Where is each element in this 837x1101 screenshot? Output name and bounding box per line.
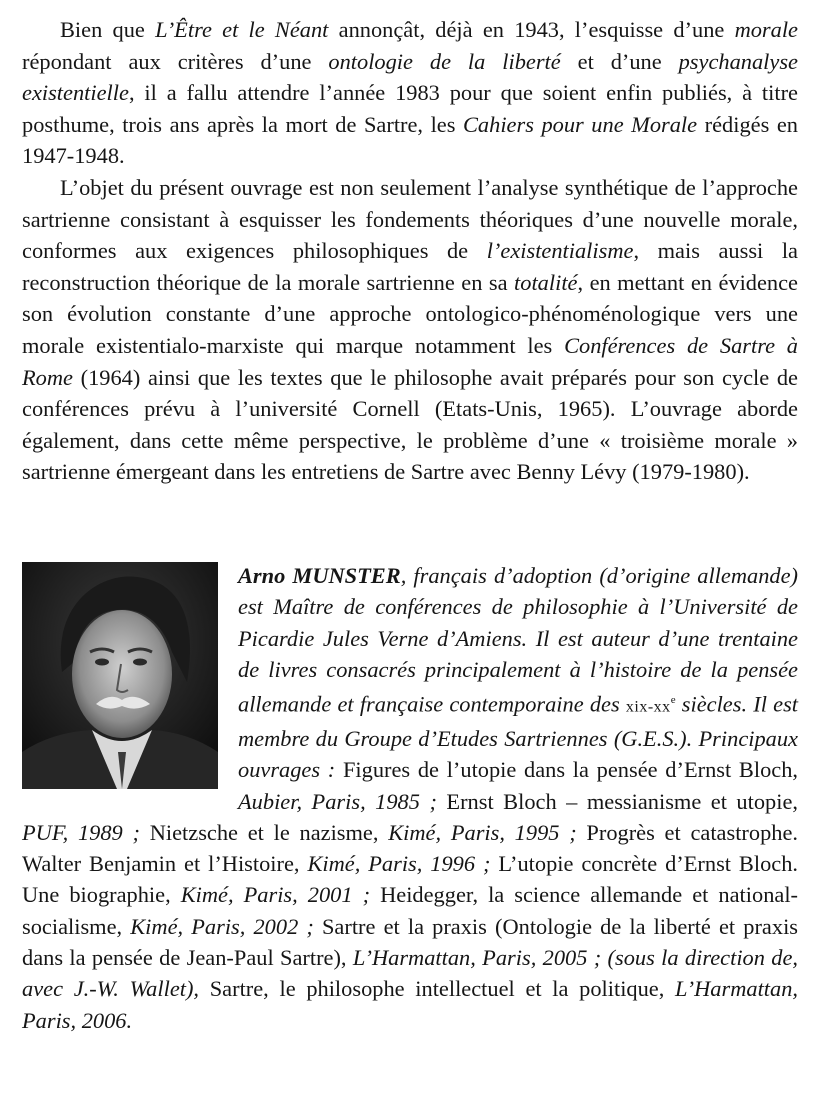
- author-bio-text: Arno MUNSTER, français d’adoption (d’origine allemande) est Maître de conférences de philosophie à l’Université de Picardie Jules Verne d’Amiens. Il est auteur d’une trentaine de livres consacrés principalement à l’histoire de la pensée allemande et française contemporaine des xix-$xx^e$ siècles. Il est membre du Groupe d’Etudes Sartriennes (G.E.S.). Principaux ouvrages : Figures de l’utopie dans la pensée d’Ernst Bloch, Aubier, Paris, 1985 ; Ernst Bloch – messianisme et utopie, PUF, 1989 ; Nietzsche et le nazisme, Kimé, Paris, 1995 ; Progrès et catastrophe. Walter Benjamin et l’Histoire, Kimé, Paris, 1996 ; L’utopie concrète d’Ernst Bloch. Une biographie, Kimé, Paris, 2001 ; Heidegger, la science allemande et national-socialisme, Kimé, Paris, 2002 ; Sartre et la praxis (Ontologie de la liberté et praxis dans la pensée de Jean-Paul Sartre), L’Harmattan, Paris, 2005 ; (sous la direction de, avec J.-W. Wallet), Sartre, le philosophe intellectuel et la politique, L’Harmattan, Paris, 2006.: [22, 563, 799, 1033]
- author-portrait-photo: [22, 562, 218, 789]
- summary-paragraph-2: L’objet du présent ouvrage est non seulement l’analyse synthétique de l’approche sartrienne consistant à esquisser les fondements théoriques d’une nouvelle morale, conformes aux exigences philosophiques de l’existentialisme, mais aussi la reconstruction théorique de la morale sartrienne en sa totalité, en mettant en évidence son évolution constante d’une approche ontologico-phénoménologique vers une morale existentialo-marxiste qui marque notamment les Conférences de Sartre à Rome (1964) ainsi que les textes que le philosophe avait préparés pour son cycle de conférences prévu à l’université Cornell (Etats-Unis, 1965). L’ouvrage aborde également, dans cette même perspective, le problème d’une « troisième morale » sartrienne émergeant dans les entretiens de Sartre avec Benny Lévy (1979-1980).: [22, 174, 799, 485]
- author-bio: [22, 560, 798, 1036]
- back-cover-text: [22, 14, 798, 488]
- author-name: Arno MUNSTER: [238, 563, 401, 588]
- summary-paragraph-1: Bien que L’Être et le Néant annonçât, déjà en 1943, l’esquisse d’une morale répondant aux critères d’une ontologie de la liberté et d’une psychanalyse existentielle, il a fallu attendre l’année 1983 pour que soient enfin publiés, à titre posthume, trois ans après la mort de Sartre, les Cahiers pour une Morale rédigés en 1947-1948.: [22, 17, 798, 169]
- portrait-svg: [22, 562, 218, 789]
